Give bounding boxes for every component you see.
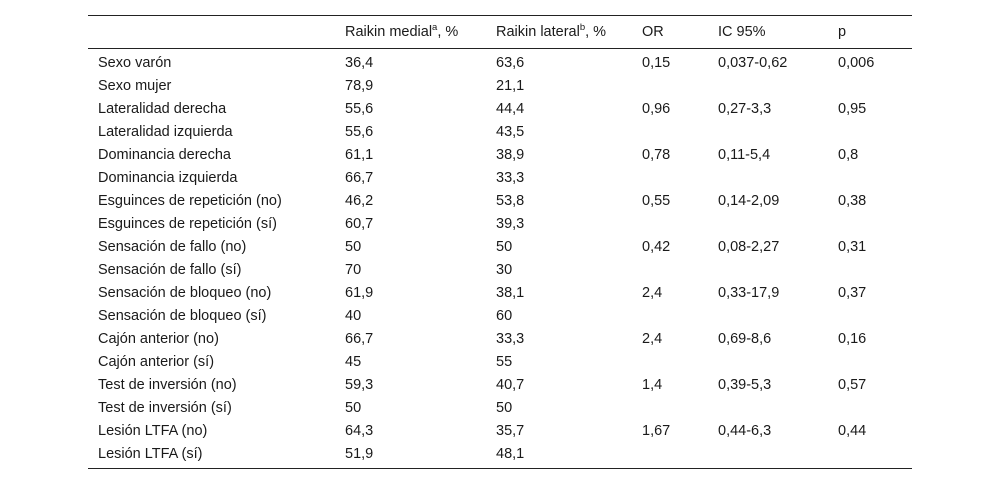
cell-p: 0,31 xyxy=(838,238,867,255)
cell-or: 1,67 xyxy=(642,422,671,439)
cell-ic xyxy=(718,442,838,469)
cell-ic xyxy=(718,350,838,373)
cell-raikin-lateral: 38,9 xyxy=(496,146,525,163)
table-row xyxy=(88,396,912,419)
cell-raikin-medial: 66,7 xyxy=(345,330,374,347)
cell-or: 0,96 xyxy=(642,100,671,117)
cell-ic xyxy=(718,74,838,97)
table-row xyxy=(88,281,912,304)
cell-variable: Lesión LTFA (sí) xyxy=(98,445,203,462)
cell-ic xyxy=(718,212,838,235)
cell-p: 0,57 xyxy=(838,376,867,393)
cell-variable: Sexo mujer xyxy=(98,77,172,94)
cell-p xyxy=(838,304,912,327)
cell-p xyxy=(838,120,912,143)
cell-raikin-medial: 78,9 xyxy=(345,77,374,94)
table-row xyxy=(88,350,912,373)
cell-raikin-lateral: 39,3 xyxy=(496,215,525,232)
header-raikin-lateral-suffix: , % xyxy=(585,24,607,40)
cell-p: 0,95 xyxy=(838,100,867,117)
cell-p: 0,38 xyxy=(838,192,867,209)
header-row xyxy=(88,16,912,49)
header-ic: IC 95% xyxy=(718,24,766,40)
table-row xyxy=(88,327,912,350)
cell-raikin-medial: 61,1 xyxy=(345,146,374,163)
cell-or: 0,78 xyxy=(642,146,671,163)
cell-variable: Test de inversión (sí) xyxy=(98,399,232,416)
cell-ic: 0,27-3,3 xyxy=(718,100,772,117)
table-row xyxy=(88,442,912,469)
cell-raikin-lateral: 44,4 xyxy=(496,100,525,117)
cell-raikin-lateral: 38,1 xyxy=(496,284,525,301)
cell-variable: Esguinces de repetición (no) xyxy=(98,192,282,209)
cell-ic xyxy=(718,120,838,143)
cell-p: 0,44 xyxy=(838,422,867,439)
cell-raikin-lateral: 35,7 xyxy=(496,422,525,439)
table-row xyxy=(88,235,912,258)
cell-or xyxy=(642,166,718,189)
cell-variable: Sensación de bloqueo (sí) xyxy=(98,307,267,324)
cell-variable: Sensación de bloqueo (no) xyxy=(98,284,272,301)
cell-raikin-medial: 46,2 xyxy=(345,192,374,209)
cell-or xyxy=(642,258,718,281)
cell-or: 2,4 xyxy=(642,330,663,347)
cell-raikin-medial: 36,4 xyxy=(345,54,374,71)
cell-raikin-lateral: 43,5 xyxy=(496,123,525,140)
table-row xyxy=(88,74,912,97)
header-raikin-lateral xyxy=(496,16,642,49)
cell-variable: Lateralidad izquierda xyxy=(98,123,233,140)
cell-or xyxy=(642,120,718,143)
cell-ic: 0,44-6,3 xyxy=(718,422,772,439)
table-row xyxy=(88,166,912,189)
cell-raikin-medial: 61,9 xyxy=(345,284,374,301)
cell-raikin-lateral: 55 xyxy=(496,353,513,370)
table-row xyxy=(88,49,912,75)
cell-raikin-lateral: 33,3 xyxy=(496,330,525,347)
cell-ic: 0,69-8,6 xyxy=(718,330,772,347)
table-row xyxy=(88,258,912,281)
cell-variable: Sensación de fallo (sí) xyxy=(98,261,242,278)
table-row xyxy=(88,212,912,235)
cell-raikin-medial: 60,7 xyxy=(345,215,374,232)
table-row xyxy=(88,419,912,442)
cell-variable: Cajón anterior (sí) xyxy=(98,353,215,370)
table-row xyxy=(88,304,912,327)
cell-raikin-medial: 50 xyxy=(345,238,362,255)
cell-variable: Sensación de fallo (no) xyxy=(98,238,247,255)
cell-variable: Cajón anterior (no) xyxy=(98,330,219,347)
cell-variable: Dominancia izquierda xyxy=(98,169,238,186)
cell-raikin-medial: 45 xyxy=(345,353,362,370)
cell-raikin-lateral: 63,6 xyxy=(496,54,525,71)
cell-or xyxy=(642,74,718,97)
cell-p xyxy=(838,396,912,419)
cell-p: 0,37 xyxy=(838,284,867,301)
cell-p xyxy=(838,350,912,373)
cell-raikin-medial: 55,6 xyxy=(345,100,374,117)
cell-ic: 0,037-0,62 xyxy=(718,54,788,71)
cell-variable: Sexo varón xyxy=(98,54,172,71)
results-table xyxy=(88,15,912,469)
cell-raikin-lateral: 40,7 xyxy=(496,376,525,393)
cell-raikin-medial: 66,7 xyxy=(345,169,374,186)
cell-or xyxy=(642,396,718,419)
cell-raikin-lateral: 21,1 xyxy=(496,77,525,94)
header-raikin-medial-text: Raikin medial xyxy=(345,24,433,40)
table-body xyxy=(88,49,912,469)
cell-raikin-medial: 70 xyxy=(345,261,362,278)
header-raikin-medial-footnote: a xyxy=(432,22,438,34)
cell-raikin-medial: 59,3 xyxy=(345,376,374,393)
results-table-container xyxy=(88,15,912,469)
cell-raikin-medial: 51,9 xyxy=(345,445,374,462)
cell-raikin-lateral: 48,1 xyxy=(496,445,525,462)
cell-p xyxy=(838,212,912,235)
header-or: OR xyxy=(642,24,664,40)
header-raikin-lateral-text: Raikin lateral xyxy=(496,24,580,40)
cell-raikin-lateral: 33,3 xyxy=(496,169,525,186)
cell-raikin-lateral: 30 xyxy=(496,261,513,278)
table-row xyxy=(88,120,912,143)
cell-ic: 0,39-5,3 xyxy=(718,376,772,393)
table-row xyxy=(88,189,912,212)
cell-or xyxy=(642,212,718,235)
cell-p: 0,16 xyxy=(838,330,867,347)
cell-p xyxy=(838,442,912,469)
cell-variable: Lateralidad derecha xyxy=(98,100,227,117)
cell-or xyxy=(642,350,718,373)
cell-variable: Test de inversión (no) xyxy=(98,376,237,393)
cell-raikin-medial: 64,3 xyxy=(345,422,374,439)
header-label xyxy=(88,16,345,49)
table-row xyxy=(88,97,912,120)
cell-or: 2,4 xyxy=(642,284,663,301)
cell-ic xyxy=(718,396,838,419)
cell-or: 1,4 xyxy=(642,376,663,393)
table-row xyxy=(88,143,912,166)
cell-p xyxy=(838,74,912,97)
cell-or: 0,42 xyxy=(642,238,671,255)
cell-variable: Dominancia derecha xyxy=(98,146,231,163)
cell-raikin-medial: 50 xyxy=(345,399,362,416)
cell-variable: Esguinces de repetición (sí) xyxy=(98,215,277,232)
cell-ic: 0,08-2,27 xyxy=(718,238,780,255)
cell-p xyxy=(838,258,912,281)
cell-ic: 0,11-5,4 xyxy=(718,146,771,163)
header-raikin-medial xyxy=(345,16,496,49)
header-p: p xyxy=(838,24,847,40)
cell-raikin-medial: 40 xyxy=(345,307,362,324)
cell-ic xyxy=(718,166,838,189)
cell-ic: 0,33-17,9 xyxy=(718,284,780,301)
cell-ic xyxy=(718,304,838,327)
table-row xyxy=(88,373,912,396)
cell-ic xyxy=(718,258,838,281)
header-raikin-medial-suffix: , % xyxy=(437,24,459,40)
cell-p xyxy=(838,166,912,189)
cell-raikin-lateral: 60 xyxy=(496,307,513,324)
cell-raikin-medial: 55,6 xyxy=(345,123,374,140)
cell-variable: Lesión LTFA (no) xyxy=(98,422,208,439)
cell-or: 0,15 xyxy=(642,54,671,71)
cell-raikin-lateral: 50 xyxy=(496,238,513,255)
cell-raikin-lateral: 50 xyxy=(496,399,513,416)
cell-or xyxy=(642,304,718,327)
cell-ic: 0,14-2,09 xyxy=(718,192,780,209)
cell-or xyxy=(642,442,718,469)
cell-or: 0,55 xyxy=(642,192,671,209)
cell-p: 0,006 xyxy=(838,54,875,71)
cell-p: 0,8 xyxy=(838,146,859,163)
table-header xyxy=(88,16,912,49)
cell-raikin-lateral: 53,8 xyxy=(496,192,525,209)
header-raikin-lateral-footnote: b xyxy=(579,22,586,34)
